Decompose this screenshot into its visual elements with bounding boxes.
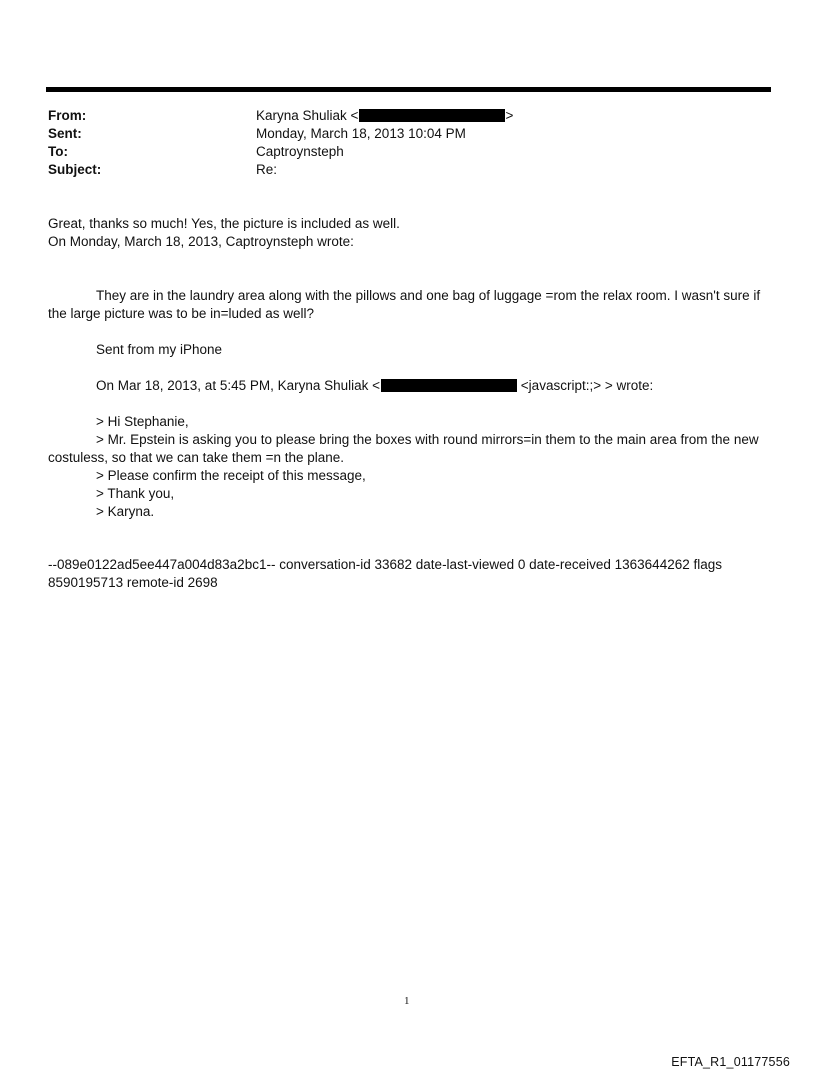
quote-attribution-end: <javascript:;> > wrote: bbox=[517, 378, 654, 393]
subject-row bbox=[48, 161, 768, 179]
subject-label: Subject: bbox=[48, 162, 102, 177]
from-sender-end: > bbox=[505, 108, 514, 123]
to-row bbox=[48, 143, 768, 161]
subject-value: Re: bbox=[256, 162, 278, 177]
sent-value: Monday, March 18, 2013 10:04 PM bbox=[256, 126, 466, 141]
quote-attribution-start: On Mar 18, 2013, at 5:45 PM, Karyna Shuliak < bbox=[96, 378, 381, 393]
reply-attribution: On Monday, March 18, 2013, Captroynsteph wrote: bbox=[48, 234, 354, 249]
to-label: To: bbox=[48, 144, 68, 159]
quoted-thanks: > Thank you, bbox=[96, 486, 175, 501]
quoted-paragraph: They are in the laundry area along with the pillows and one bag of luggage =rom the relax room. I wasn't sure if the large picture was to be in=luded as well? bbox=[48, 288, 761, 321]
redaction-box bbox=[381, 379, 517, 392]
redaction-box bbox=[359, 109, 505, 122]
page-number: 1 bbox=[404, 995, 410, 1007]
quoted-greeting: > Hi Stephanie, bbox=[96, 414, 189, 429]
to-value: Captroynsteph bbox=[256, 144, 344, 159]
signature-line: Sent from my iPhone bbox=[96, 342, 223, 357]
sent-row bbox=[48, 125, 768, 143]
from-row bbox=[48, 107, 768, 125]
bates-number: EFTA_R1_01177556 bbox=[671, 1055, 790, 1069]
reply-line: Great, thanks so much! Yes, the picture is included as well. bbox=[48, 216, 400, 231]
email-header bbox=[48, 107, 768, 179]
from-label: From: bbox=[48, 108, 87, 123]
message-metadata: --089e0122ad5ee447a004d83a2bc1-- conversation-id 33682 date-last-viewed 0 date-received 1363644262 flags 8590195713 remote-id 2698 bbox=[48, 557, 722, 590]
quoted-name: > Karyna. bbox=[96, 504, 155, 519]
header-rule bbox=[46, 87, 771, 92]
from-value bbox=[256, 107, 513, 125]
from-sender: Karyna Shuliak < bbox=[256, 108, 359, 123]
quoted-request: > Mr. Epstein is asking you to please bring the boxes with round mirrors=in them to the main area from the new costuless, so that we can take them =n the plane. bbox=[48, 432, 759, 465]
quote-attribution bbox=[96, 377, 653, 395]
quoted-confirm: > Please confirm the receipt of this message, bbox=[96, 468, 366, 483]
sent-label: Sent: bbox=[48, 126, 82, 141]
